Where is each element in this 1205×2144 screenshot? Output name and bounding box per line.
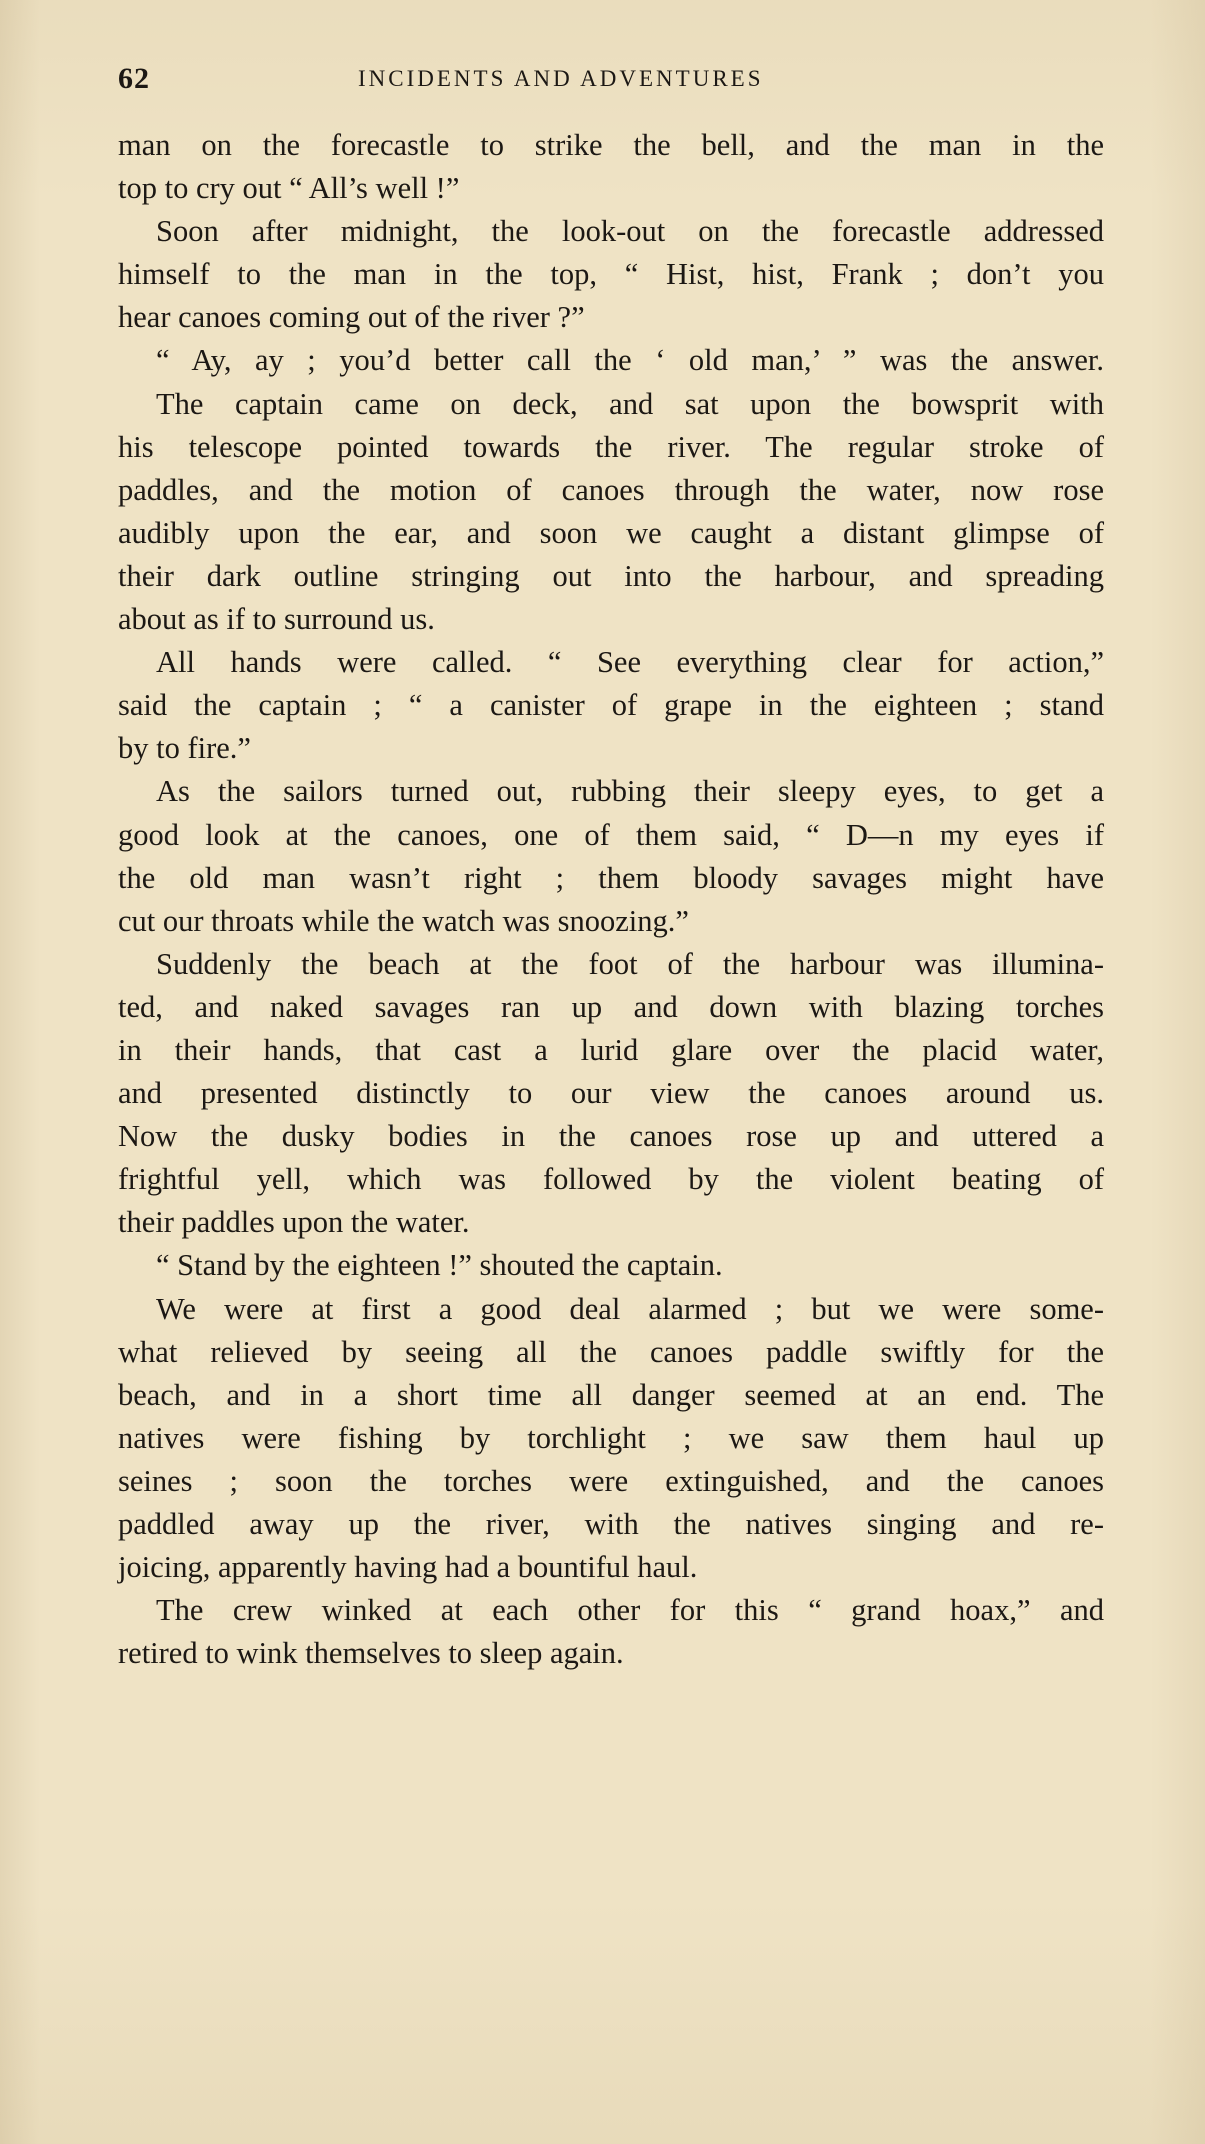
text-line: The crew winked at each other for this “ grand hoax,” and: [156, 1593, 1104, 1628]
text-line: in their hands, that cast a lurid glare over the placid water,: [118, 1032, 1104, 1067]
text-line: As the sailors turned out, rubbing their sleepy eyes, to get a: [156, 774, 1104, 809]
text-line: Suddenly the beach at the foot of the harbour was illumina-: [156, 946, 1104, 981]
text-line: beach, and in a short time all danger seemed at an end. The: [118, 1377, 1104, 1412]
text-line: Soon after midnight, the look-out on the forecastle addressed: [156, 214, 1104, 249]
running-title: INCIDENTS AND ADVENTURES: [358, 66, 764, 91]
text-line: The captain came on deck, and sat upon the bowsprit with: [156, 386, 1104, 421]
text-line: and presented distinctly to our view the canoes around us.: [118, 1076, 1104, 1111]
text-line: by to fire.”: [118, 731, 251, 766]
text-line: “ Ay, ay ; you’d better call the ‘ old man,’ ” was the answer.: [156, 343, 1104, 378]
text-line: All hands were called. “ See everything clear for action,”: [156, 645, 1104, 680]
text-line: ted, and naked savages ran up and down with blazing torches: [118, 989, 1104, 1024]
text-line: good look at the canoes, one of them said, “ D—n my eyes if: [118, 817, 1104, 852]
text-line: “ Stand by the eighteen !” shouted the captain.: [156, 1248, 723, 1283]
text-line: Now the dusky bodies in the canoes rose up and uttered a: [118, 1119, 1104, 1154]
text-line: seines ; soon the torches were extinguished, and the canoes: [118, 1463, 1104, 1498]
text-line: hear canoes coming out of the river ?”: [118, 300, 585, 335]
text-line: paddled away up the river, with the natives singing and re-: [118, 1507, 1104, 1541]
text-line: himself to the man in the top, “ Hist, hist, Frank ; don’t you: [118, 257, 1104, 292]
text-line: the old man wasn’t right ; them bloody savages might have: [118, 860, 1104, 895]
text-line: said the captain ; “ a canister of grape in the eighteen ; stand: [118, 688, 1104, 723]
text-line: audibly upon the ear, and soon we caught a distant glimpse of: [118, 515, 1104, 550]
text-line: his telescope pointed towards the river. The regular stroke of: [118, 429, 1104, 464]
text-line: top to cry out “ All’s well !”: [118, 171, 460, 206]
text-line: paddles, and the motion of canoes through the water, now rose: [118, 472, 1104, 507]
text-line: what relieved by seeing all the canoes paddle swiftly for the: [118, 1334, 1104, 1369]
text-line: cut our throats while the watch was snoozing.”: [118, 903, 689, 938]
text-line: about as if to surround us.: [118, 602, 435, 637]
text-line: natives were fishing by torchlight ; we saw them haul up: [118, 1420, 1104, 1455]
text-line: frightful yell, which was followed by the violent beating of: [118, 1162, 1104, 1197]
text-line: their dark outline stringing out into the harbour, and spreading: [118, 558, 1104, 593]
text-line: joicing, apparently having had a bountiful haul.: [118, 1550, 698, 1585]
body-text: [118, 124, 1104, 1675]
text-line: We were at first a good deal alarmed ; but we were some-: [156, 1291, 1104, 1326]
text-line: man on the forecastle to strike the bell, and the man in the: [118, 128, 1104, 162]
text-line: retired to wink themselves to sleep again.: [118, 1636, 624, 1671]
text-line: their paddles upon the water.: [118, 1205, 470, 1240]
page-number: 62: [118, 62, 150, 95]
page-header: [118, 62, 1104, 102]
